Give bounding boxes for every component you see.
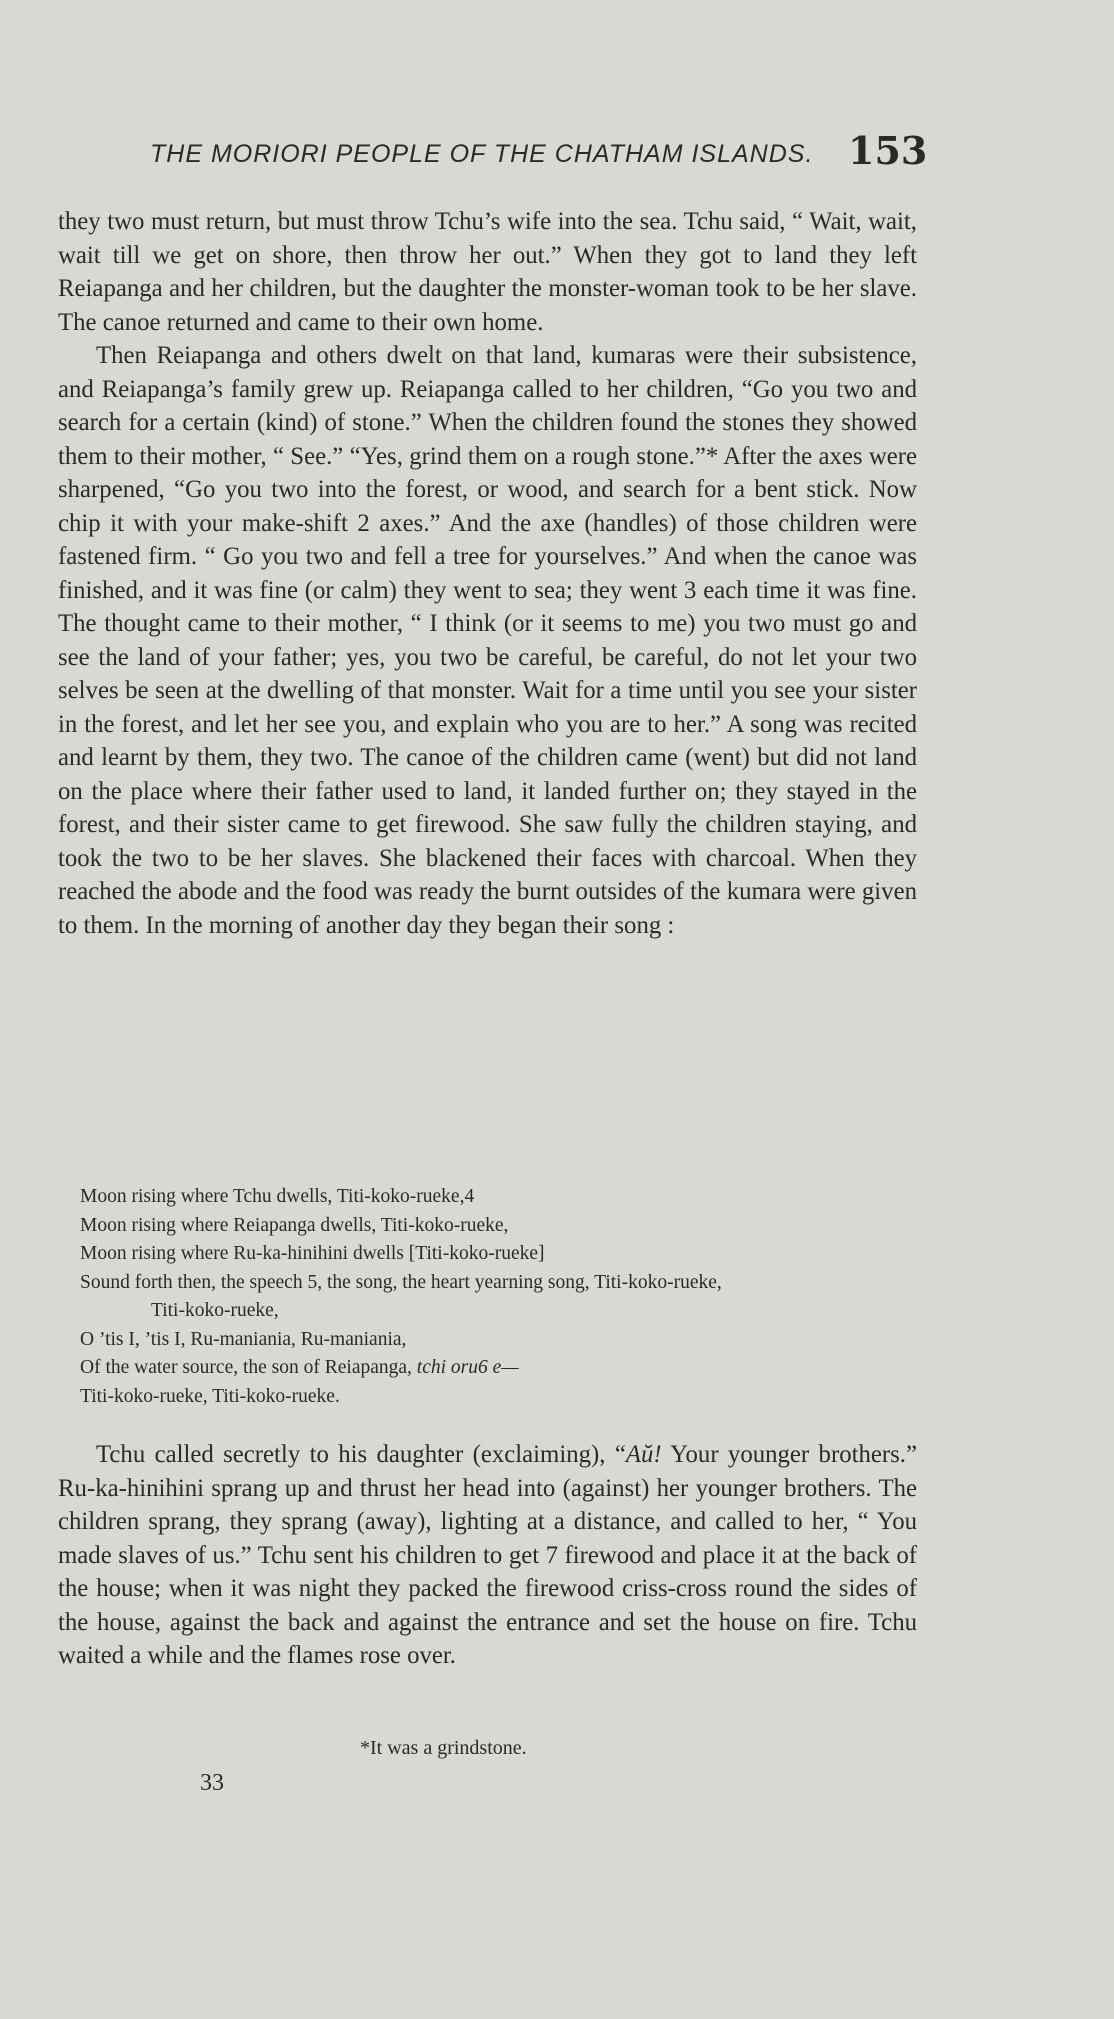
paragraph-2: Then Reiapanga and others dwelt on that land, kumaras were their subsistence, and Reiapanga’s family grew up. Reiapanga called to her children, “Go you two and search for a certain (kind) of stone.” When the children found the stones they showed them to their mother, “ See.” “Yes, grind them on a rough stone.”* After the axes were sharpened, “Go you two into the forest, or wood, and search for a bent stick. Now chip it with your make-shift 2 axes.” And the axe (handles) of those children were fastened firm. “ Go you two and fell a tree for yourselves.” And when the canoe was finished, and it was fine (or calm) they went to sea; they went 3 each time it was fine. The thought came to their mother, “ I think (or it seems to me) you two must go and see the land of your father; yes, you two be careful, be careful, do not let your two selves be seen at the dwelling of that monster. Wait for a time until you see your sister in the forest, and let her see you, and explain who you are to her.” A song was recited and learnt by them, they two. The canoe of the children came (went) but did not land on the place where their father used to land, it landed further on; they stayed in the forest, and their sister came to get firewood. She saw fully the children staying, and took the two to be her slaves. She blackened their faces with charcoal. When they reached the abode and the food was ready the burnt outsides of the kumara were given to them. In the morning of another day they began their song : [58,342,917,939]
paragraph-3 [58,1438,917,1673]
paragraph-3-rest: Your younger brothers.” Ru-ka-hinihini sprang up and thrust her head into (against) her younger brothers. The children sprang, they sprang (away), lighting at a distance, and called to her, “ You made slaves of us.” Tchu sent his children to get 7 firewood and place it at the back of the house; when it was night they packed the firewood criss-cross round the sides of the house, against the back and against the entrance and set the house on fire. Tchu waited a while and the flames rose over. [58,1441,918,1669]
footnote: *It was a grindstone. [360,1737,527,1759]
exclamation-italic: Aŭ! [625,1441,662,1468]
verse-line: Titi-koko-rueke, [151,1300,279,1321]
verse-line: Moon rising where Reiapanga dwells, Titi-koko-rueke, [80,1214,509,1236]
body-text-bottom [58,1438,917,1673]
page-number: 153 [848,128,928,173]
verse-line: Moon rising where Ru-ka-hinihini dwells [Titi-koko-rueke] [80,1243,545,1264]
body-text-top [58,205,917,942]
verse-line: Moon rising where Tchu dwells, Titi-koko-rueke,4 [80,1186,475,1207]
verse-line: Sound forth then, the speech 5, the song, the heart yearning song, Titi-koko-rueke, [80,1271,722,1293]
running-header: THE MORIORI PEOPLE OF THE CHATHAM ISLANDS. [150,140,814,168]
verse-line: O ’tis I, ’tis I, Ru-maniania, Ru-maniania, [80,1328,407,1350]
song-verse [80,1183,920,1411]
verse-line [80,1354,920,1383]
verse-line-text: Of the water source, the son of Reiapanga, [80,1357,412,1378]
verse-italic: tchi oru6 e— [416,1357,519,1378]
verse-line: Titi-koko-rueke, Titi-koko-rueke. [80,1385,340,1407]
signature-mark: 33 [200,1770,224,1796]
paragraph-1: they two must return, but must throw Tchu’s wife into the sea. Tchu said, “ Wait, wait, wait till we get on shore, then throw her out.” When they got to land they left Reiapanga and her children, but the daughter the monster-woman took to be her slave. The canoe returned and came to their own home. [58,208,917,336]
paragraph-3-start: Tchu called secretly to his daughter (exclaiming), “ [96,1441,626,1468]
